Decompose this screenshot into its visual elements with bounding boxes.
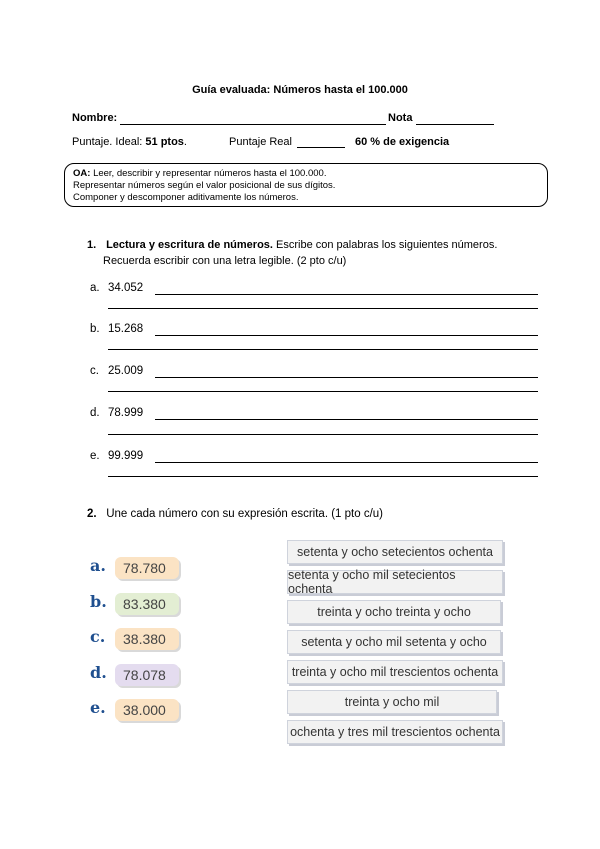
item-a-letter: a.	[90, 282, 100, 294]
item-c-letter: c.	[90, 365, 99, 377]
match-number-c[interactable]: 38.380	[115, 628, 179, 650]
question-2-text: Une cada número con su expresión escrita. (1 pto c/u)	[106, 508, 383, 520]
item-b-value: 15.268	[108, 323, 144, 335]
item-b-answer-line-1[interactable]	[155, 335, 538, 336]
puntaje-real-field[interactable]	[297, 147, 345, 148]
item-c-answer-line-1[interactable]	[155, 377, 538, 378]
match-letter-c: c.	[90, 627, 106, 646]
question-1-number: 1.	[87, 239, 97, 251]
match-number-d[interactable]: 78.078	[115, 664, 179, 686]
puntaje-real-label: Puntaje Real	[229, 136, 292, 148]
oa-line-1: Leer, describir y representar números hasta el 100.000.	[93, 168, 327, 179]
puntaje-ideal-value: 51 ptos	[145, 136, 184, 148]
nombre-label: Nombre:	[72, 112, 118, 124]
question-1-text: Escribe con palabras los siguientes números.	[276, 239, 498, 251]
question-2-number: 2.	[87, 508, 97, 520]
oa-label: OA:	[73, 168, 91, 179]
match-expression-5[interactable]: treinta y ocho mil trescientos ochenta	[287, 660, 503, 684]
oa-line-2: Representar números según el valor posicional de sus dígitos.	[73, 180, 336, 191]
nota-field[interactable]	[416, 124, 494, 125]
question-2	[87, 508, 383, 520]
question-1-title: Lectura y escritura de números.	[106, 239, 273, 251]
item-c-answer-line-2[interactable]	[108, 391, 538, 392]
item-e-letter: e.	[90, 450, 100, 462]
item-a-value: 34.052	[108, 282, 144, 294]
match-number-b[interactable]: 83.380	[115, 593, 179, 615]
match-expression-3[interactable]: treinta y ocho treinta y ocho	[287, 600, 501, 624]
match-letter-b: b.	[90, 592, 107, 611]
item-a-answer-line-1[interactable]	[155, 294, 538, 295]
match-letter-a: a.	[90, 556, 106, 575]
exigencia: 60 % de exigencia	[355, 136, 450, 148]
item-b-letter: b.	[90, 323, 100, 335]
puntaje-ideal: Puntaje. Ideal: 51 ptos.	[72, 136, 187, 148]
match-expression-2[interactable]: setenta y ocho mil setecientos ochenta	[287, 570, 503, 594]
item-d-answer-line-1[interactable]	[155, 419, 538, 420]
match-number-e[interactable]: 38.000	[115, 699, 179, 721]
item-a-answer-line-2[interactable]	[108, 308, 538, 309]
match-letter-e: e.	[90, 698, 106, 717]
item-d-letter: d.	[90, 407, 100, 419]
item-e-value: 99.999	[108, 450, 144, 462]
oa-box	[64, 163, 548, 207]
item-d-value: 78.999	[108, 407, 144, 419]
question-1	[87, 237, 527, 269]
puntaje-ideal-label: Puntaje. Ideal:	[72, 136, 143, 148]
item-d-answer-line-2[interactable]	[108, 434, 538, 435]
nombre-field[interactable]	[120, 124, 386, 125]
match-number-a[interactable]: 78.780	[115, 557, 179, 579]
item-c-value: 25.009	[108, 365, 144, 377]
match-expression-4[interactable]: setenta y ocho mil setenta y ocho	[287, 630, 501, 654]
page-title: Guía evaluada: Números hasta el 100.000	[192, 84, 408, 96]
match-expression-1[interactable]: setenta y ocho setecientos ochenta	[287, 540, 503, 564]
question-1-text-2: Recuerda escribir con una letra legible. (2 pto c/u)	[103, 255, 347, 267]
nota-label: Nota	[388, 112, 413, 124]
match-expression-7[interactable]: ochenta y tres mil trescientos ochenta	[287, 720, 503, 744]
oa-line-3: Componer y descomponer aditivamente los números.	[73, 192, 299, 203]
item-b-answer-line-2[interactable]	[108, 349, 538, 350]
match-expression-6[interactable]: treinta y ocho mil	[287, 690, 497, 714]
match-letter-d: d.	[90, 663, 107, 682]
item-e-answer-line-1[interactable]	[155, 462, 538, 463]
item-e-answer-line-2[interactable]	[108, 476, 538, 477]
